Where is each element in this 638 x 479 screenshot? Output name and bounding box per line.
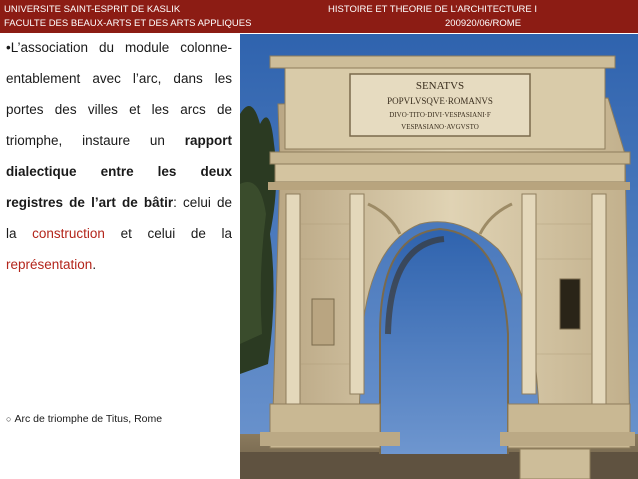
inscription-line-3: DIVO·TITO·DIVI·VESPASIANI·F (389, 111, 491, 119)
body-text (6, 40, 232, 288)
body-line-8 (6, 257, 232, 288)
header-university (4, 3, 251, 31)
body-line-6-bold: registres de l’art de bâtir (6, 195, 174, 210)
body-line-5: dialectique entre les deux (6, 164, 232, 179)
arch-of-titus-photo (240, 34, 638, 479)
body-line-7 (6, 226, 232, 257)
body-line-2: entablement avec l’arc, dans les (6, 71, 232, 86)
header-course-title: HISTOIRE ET THEORIE DE L’ARCHITECTURE I (328, 4, 538, 15)
caption-text: Arc de triomphe de Titus, Rome (14, 413, 163, 425)
body-line-4-bold: rapport (184, 133, 232, 148)
header-course-code: 200920/06/ROME (445, 18, 522, 29)
construction-highlight: construction (32, 226, 105, 241)
body-line-3: portes des villes et les arcs de (6, 102, 232, 117)
arch-of-titus-illustration (240, 34, 638, 479)
body-line-8-text: . (92, 257, 97, 272)
inscription-line-2: POPVLVSQVE·ROMANVS (387, 96, 493, 106)
body-line-7-text-a: la (6, 226, 33, 241)
body-line-4 (6, 133, 232, 164)
body-line-6-text: : celui de (173, 195, 232, 210)
photo-caption (6, 413, 162, 425)
body-line-1: •L’association du module colonne- (6, 40, 232, 55)
body-line-4-text: triomphe, instaure un (6, 133, 185, 148)
slide-header (0, 0, 638, 33)
representation-highlight: représentation (6, 257, 93, 272)
header-university-line1: UNIVERSITE SAINT-ESPRIT DE KASLIK (4, 4, 181, 15)
circle-bullet-icon: ○ (6, 414, 12, 424)
header-faculty-line2: FACULTE DES BEAUX-ARTS ET DES ARTS APPLIQUES (4, 18, 252, 29)
body-line-6 (6, 195, 232, 226)
inscription-line-4: VESPASIANO·AVGVSTO (401, 123, 479, 131)
inscription-line-1: SENATVS (415, 80, 465, 92)
body-line-7-text-b: et celui de la (104, 226, 232, 241)
